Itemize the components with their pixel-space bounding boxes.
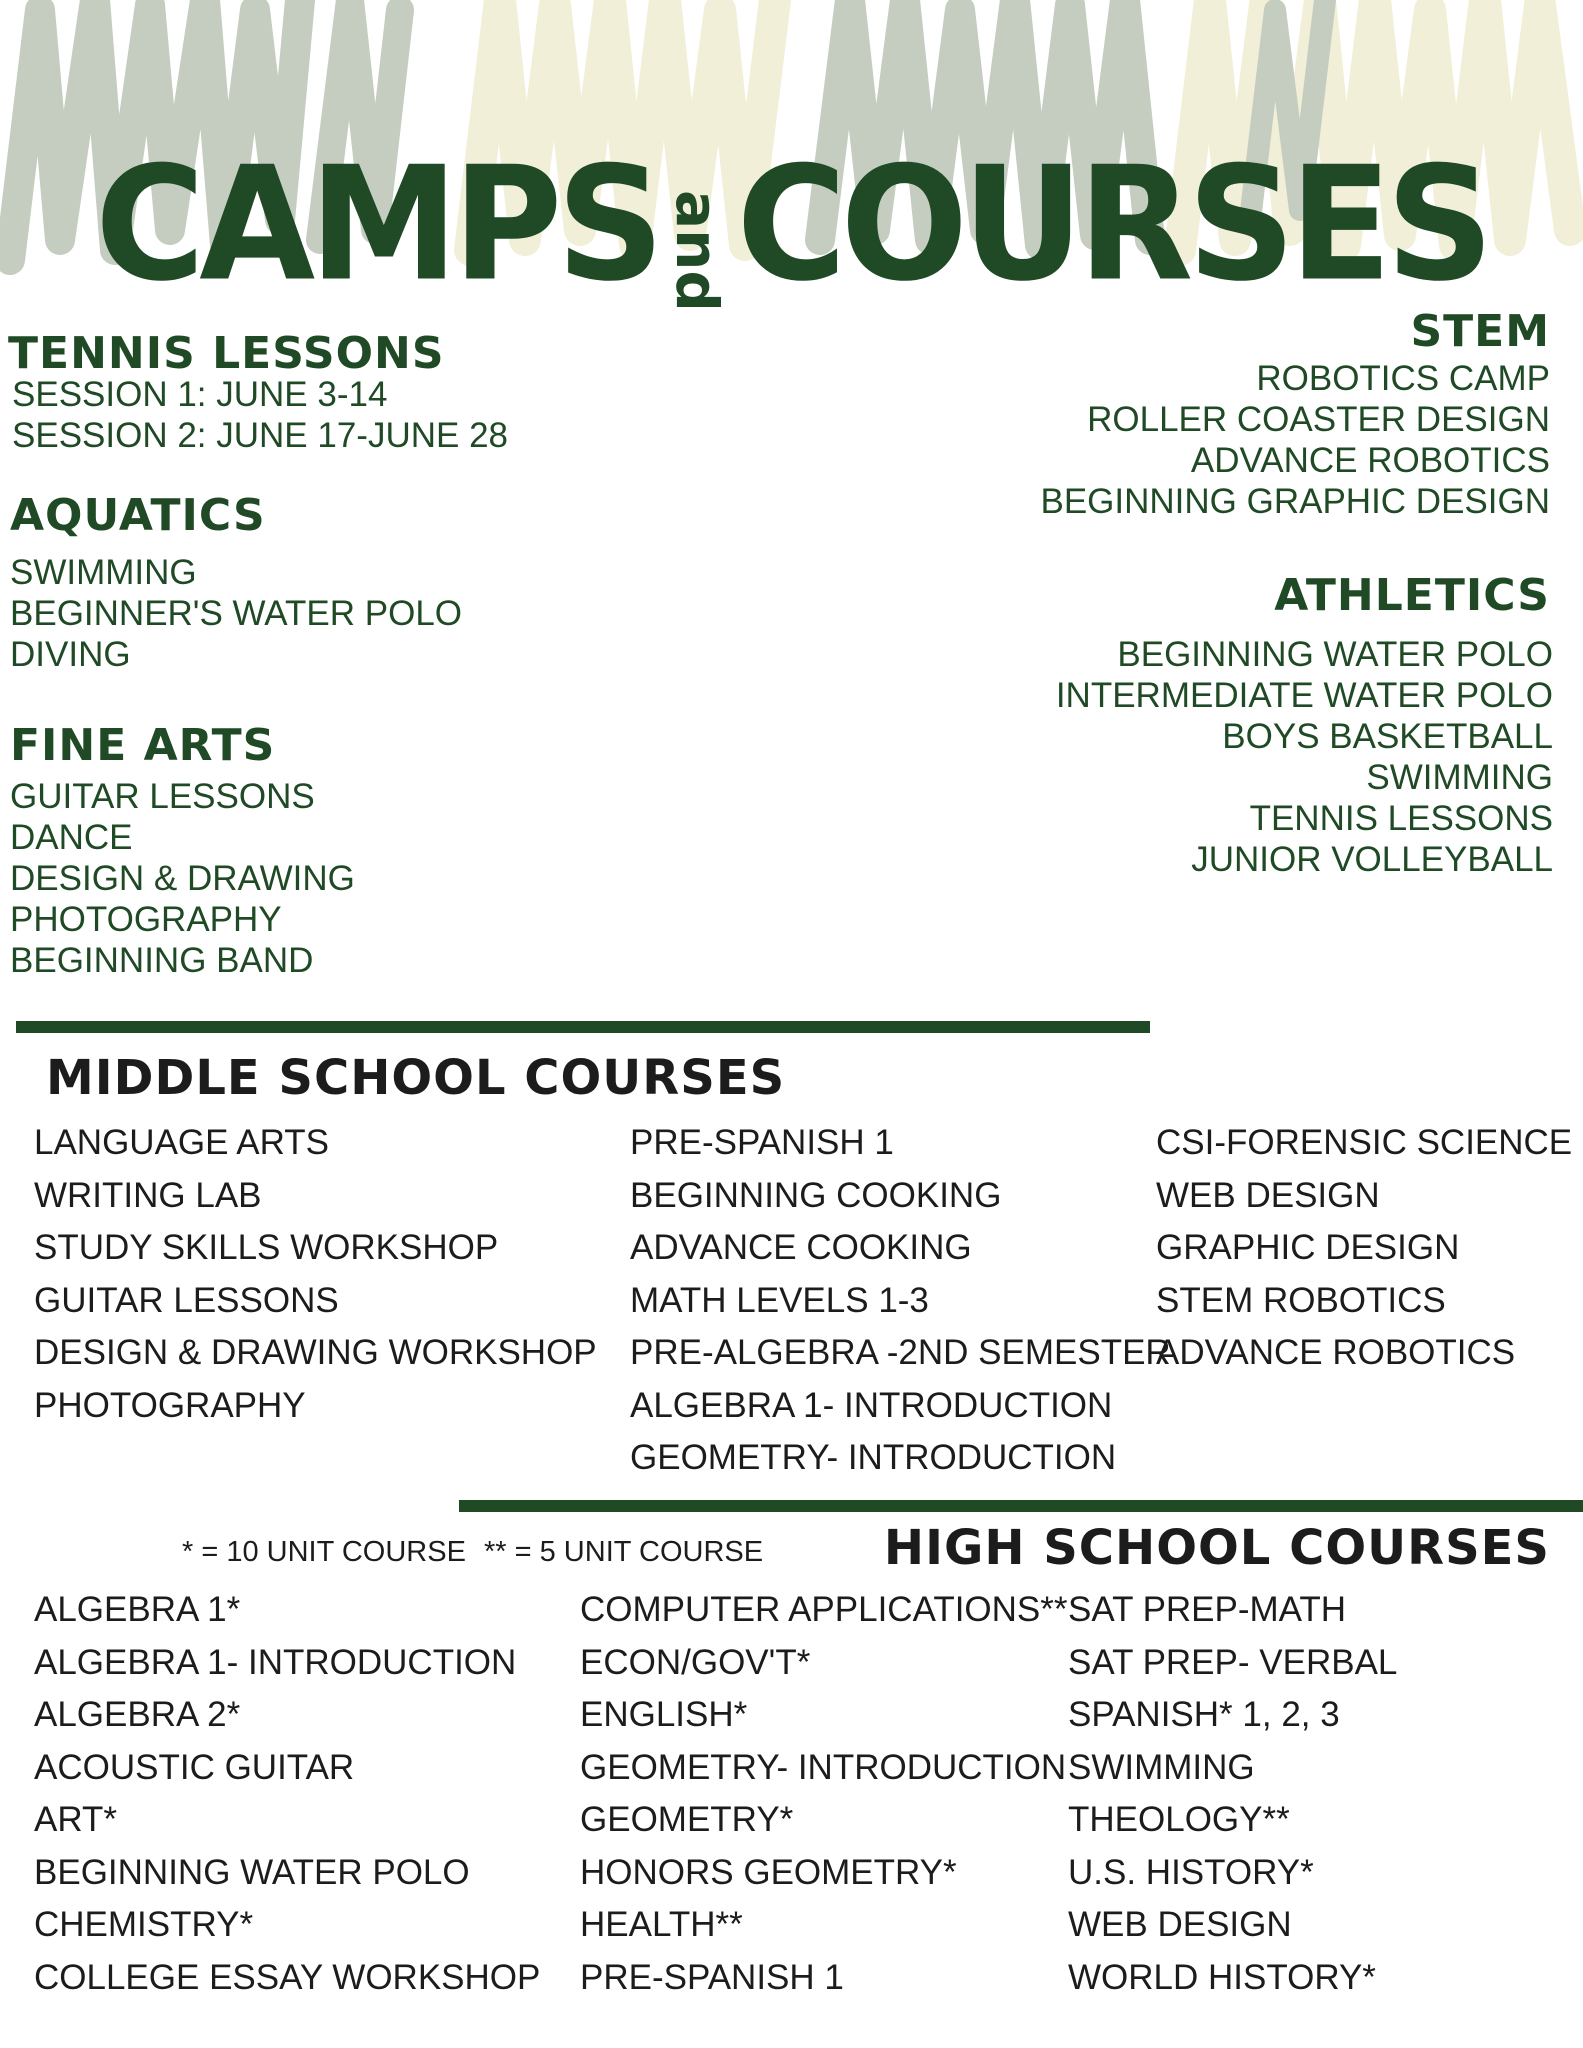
middle-school-col2 [630,1117,1171,1485]
list-item: ALGEBRA 2* [34,1695,241,1734]
list-item: DESIGN & DRAWING [10,859,355,898]
list-item: BOYS BASKETBALL [1222,717,1553,756]
aquatics-list [10,552,462,675]
list-item: DIVING [10,635,131,674]
list-item: STEM ROBOTICS [1156,1280,1446,1320]
list-item: TENNIS LESSONS [1249,799,1553,838]
middle-school-heading: MIDDLE SCHOOL COURSES [46,1050,786,1106]
list-item: DESIGN & DRAWING WORKSHOP [34,1333,597,1372]
tennis-heading: TENNIS LESSONS [8,328,445,379]
legend-five-unit: ** = 5 UNIT COURSE [484,1536,764,1568]
middle-school-col3 [1156,1117,1572,1380]
list-item: ADVANCE ROBOTICS [1190,441,1550,480]
list-item: ALGEBRA 1* [34,1590,241,1629]
athletics-heading: ATHLETICS [1274,570,1550,621]
list-item: WEB DESIGN [1068,1905,1292,1944]
title-courses: COURSES [736,133,1488,317]
fine-arts-list [10,776,355,981]
list-item: U.S. HISTORY* [1068,1852,1314,1892]
list-item: ACOUSTIC GUITAR [34,1747,355,1787]
list-item: HEALTH** [580,1905,743,1944]
athletics-list [1056,634,1553,880]
section-divider [459,1500,1583,1512]
list-item: GRAPHIC DESIGN [1156,1228,1460,1267]
list-item: CSI-FORENSIC SCIENCE [1156,1123,1573,1162]
list-item: MATH LEVELS 1-3 [630,1280,929,1320]
list-item: PRE-SPANISH 1 [580,1957,844,1997]
list-item: SAT PREP-MATH [1068,1590,1347,1629]
list-item: WRITING LAB [34,1175,262,1215]
list-item: ART* [34,1800,117,1839]
list-item: HONORS GEOMETRY* [580,1852,957,1892]
list-item: ADVANCE COOKING [630,1228,972,1267]
list-item: SWIMMING [10,553,197,592]
list-item: ALGEBRA 1- INTRODUCTION [630,1385,1113,1425]
middle-school-col1 [34,1117,597,1432]
list-item: GEOMETRY- INTRODUCTION [630,1438,1117,1477]
list-item: STUDY SKILLS WORKSHOP [34,1228,499,1267]
list-item: DANCE [10,818,133,857]
list-item: SESSION 2: JUNE 17-JUNE 28 [12,416,508,455]
list-item: ROLLER COASTER DESIGN [1087,400,1550,439]
stem-list [1040,358,1550,522]
list-item: PRE-ALGEBRA -2ND SEMESTER [630,1333,1171,1372]
stem-heading: STEM [1410,306,1550,357]
list-item: PHOTOGRAPHY [34,1385,306,1425]
list-item: THEOLOGY** [1068,1800,1290,1839]
list-item: GUITAR LESSONS [34,1280,339,1320]
list-item: ECON/GOV'T* [580,1642,811,1682]
list-item: WEB DESIGN [1156,1175,1380,1215]
list-item: INTERMEDIATE WATER POLO [1055,676,1553,715]
list-item: WORLD HISTORY* [1068,1957,1376,1997]
list-item: BEGINNING BAND [10,941,314,980]
list-item: SESSION 1: JUNE 3-14 [12,375,388,414]
aquatics-heading: AQUATICS [10,490,266,541]
list-item: ENGLISH* [580,1695,748,1734]
high-school-col3 [1068,1584,1397,2004]
high-school-heading: HIGH SCHOOL COURSES [883,1520,1550,1576]
list-item: GEOMETRY* [580,1800,794,1839]
list-item: BEGINNING WATER POLO [34,1852,470,1892]
title-camps: CAMPS [95,133,659,317]
section-divider [16,1021,1150,1033]
list-item: CHEMISTRY* [34,1905,254,1944]
list-item: SWIMMING [1068,1747,1255,1787]
list-item: SAT PREP- VERBAL [1068,1642,1398,1682]
list-item: ADVANCE ROBOTICS [1156,1333,1516,1372]
list-item: ALGEBRA 1- INTRODUCTION [34,1642,517,1682]
list-item: PHOTOGRAPHY [10,900,282,939]
list-item: JUNIOR VOLLEYBALL [1191,840,1553,879]
tennis-list [12,374,508,456]
list-item: LANGUAGE ARTS [34,1123,330,1162]
list-item: SWIMMING [1366,758,1553,797]
list-item: BEGINNING COOKING [630,1175,1002,1215]
list-item: GUITAR LESSONS [10,777,315,816]
list-item: BEGINNING WATER POLO [1117,635,1553,674]
list-item: PRE-SPANISH 1 [630,1123,894,1162]
list-item: COLLEGE ESSAY WORKSHOP [34,1957,541,1997]
page-title [0,133,1583,317]
title-and: and [663,190,732,312]
list-item: BEGINNER'S WATER POLO [10,594,463,633]
list-item: SPANISH* 1, 2, 3 [1068,1695,1340,1734]
high-school-col2 [580,1584,1068,2004]
list-item: COMPUTER APPLICATIONS** [580,1590,1068,1629]
list-item: GEOMETRY- INTRODUCTION [580,1747,1067,1787]
fine-arts-heading: FINE ARTS [10,720,276,771]
list-item: ROBOTICS CAMP [1256,359,1550,398]
list-item: BEGINNING GRAPHIC DESIGN [1040,482,1550,521]
legend-ten-unit: * = 10 UNIT COURSE [182,1536,466,1568]
high-school-col1 [34,1584,540,2004]
